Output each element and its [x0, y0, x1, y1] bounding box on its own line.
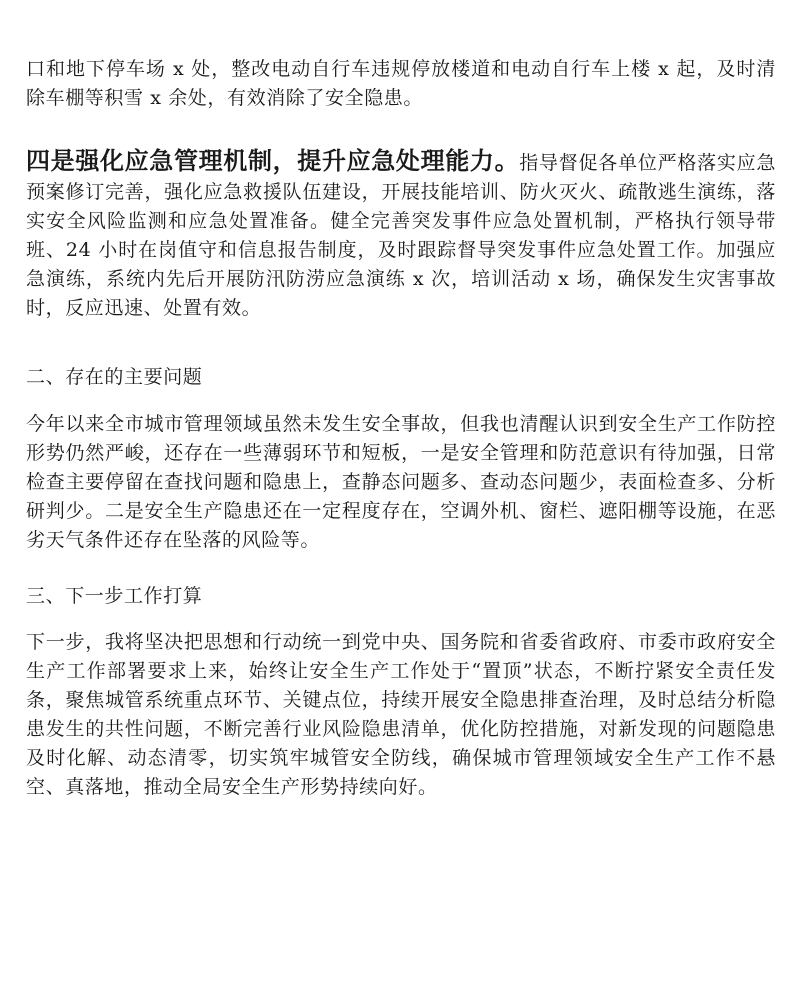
paragraph-lead-heading: 四是强化应急管理机制，提升应急处理能力。: [26, 147, 520, 175]
paragraph-main-problems: 今年以来全市城市管理领域虽然未发生安全事故，但我也清醒认识到安全生产工作防控形势仍然严峻，还存在一些薄弱环节和短板，一是安全管理和防范意识有待加强，日常检查主要停留在查找问题和隐患上，查静态问题多、查动态问题少，表面检查多、分析研判少。二是安全生产隐患还在一定程度存在，空调外机、窗栏、遮阳棚等设施，在恶劣天气条件还存在坠落的风险等。: [26, 413, 776, 551]
section-heading-main-problems: 二、存在的主要问题: [26, 366, 203, 388]
section-heading-next-steps: 三、下一步工作打算: [26, 585, 203, 607]
paragraph-emergency-body: 指导督促各单位严格落实应急预案修订完善，强化应急救援队伍建设，开展技能培训、防火灭火、疏散逃生演练，落实安全风险监测和应急处置准备。健全完善突发事件应急处置机制，严格执行领导带班、24 小时在岗值守和信息报告制度，及时跟踪督导突发事件应急处置工作。加强应急演练，系统内先后开展防汛防涝应急演练 x 次，培训活动 x 场，确保发生灾害事故时，反应迅速、处置有效。: [26, 152, 776, 319]
paragraph-safety-hazards: 口和地下停车场 x 处，整改电动自行车违规停放楼道和电动自行车上楼 x 起，及时清除车棚等积雪 x 余处，有效消除了安全隐患。: [26, 58, 776, 109]
paragraph-emergency-management: [26, 147, 776, 323]
paragraph-next-steps: 下一步，我将坚决把思想和行动统一到党中央、国务院和省委省政府、市委市政府安全生产工作部署要求上来，始终让安全生产工作处于“置顶”状态，不断拧紧安全责任发条，聚焦城管系统重点环节、关键点位，持续开展安全隐患排查治理，及时总结分析隐患发生的共性问题，不断完善行业风险隐患清单，优化防控措施，对新发现的问题隐患及时化解、动态清零，切实筑牢城管安全防线，确保城市管理领域安全生产工作不悬空、真落地，推动全局安全生产形势持续向好。: [26, 631, 776, 798]
